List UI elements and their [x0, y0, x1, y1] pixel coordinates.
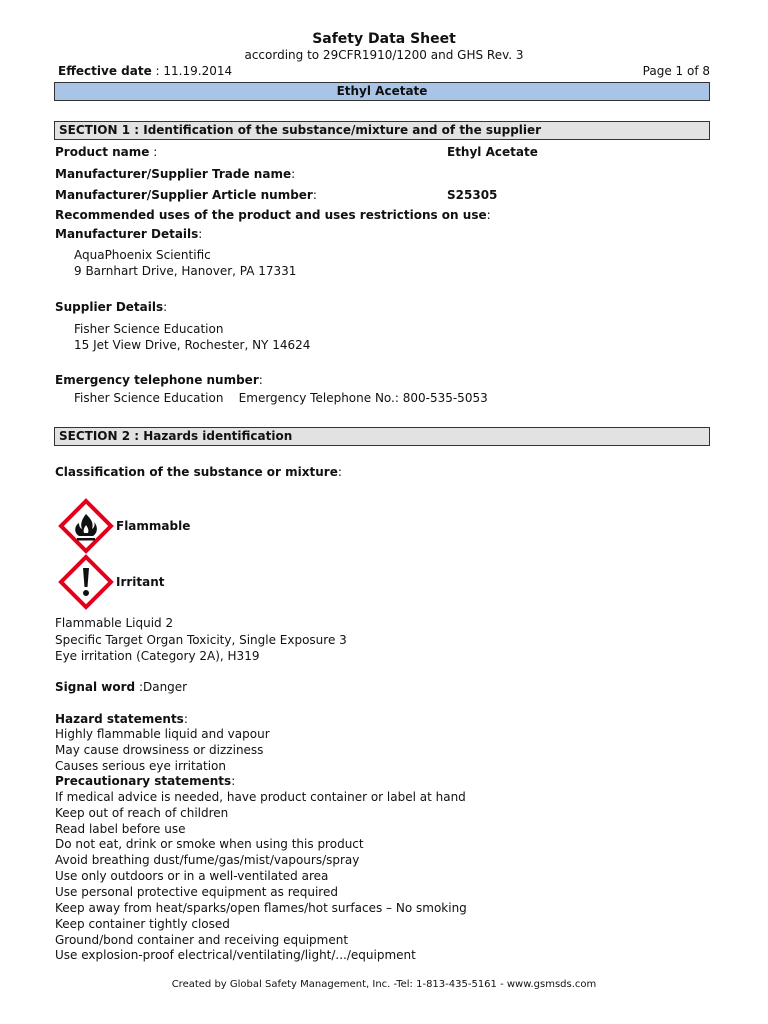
precautionary-statement: Use only outdoors or in a well-ventilated area [55, 869, 329, 883]
precautionary-statement: Use personal protective equipment as required [55, 885, 338, 899]
emergency-phone-row [55, 373, 263, 387]
hazard-statement: Causes serious eye irritation [55, 759, 227, 773]
precautionary-statement: Read label before use [55, 822, 186, 836]
manufacturer-details-sep: : [198, 227, 203, 241]
precautionary-statement: Avoid breathing dust/fume/gas/mist/vapours/spray [55, 853, 360, 867]
section-1-heading: SECTION 1 : Identification of the substance/mixture and of the supplier [54, 121, 710, 140]
precautionary-statement: Ground/bond container and receiving equipment [55, 933, 349, 947]
product-name-sep: : [149, 145, 158, 159]
classification-item: Specific Target Organ Toxicity, Single Exposure 3 [55, 633, 347, 647]
manufacturer-details-label: Manufacturer Details [55, 227, 199, 241]
signal-word-row [55, 680, 187, 694]
pictogram-label-irritant: Irritant [116, 575, 165, 589]
flame-icon [58, 498, 114, 554]
page-number: Page 1 of 8 [642, 64, 710, 78]
emergency-phone-value: Fisher Science Education Emergency Telephone No.: 800-535-5053 [74, 391, 488, 405]
classification-sep: : [337, 465, 342, 479]
precautionary-statement: Keep container tightly closed [55, 917, 230, 931]
precautionary-statement: Do not eat, drink or smoke when using this product [55, 837, 364, 851]
effective-date [58, 64, 232, 78]
supplier-details-label: Supplier Details [55, 300, 164, 314]
manufacturer-details-row [55, 227, 202, 241]
signal-word-value: :Danger [135, 680, 188, 694]
trade-name-row [55, 167, 295, 181]
section-2-heading: SECTION 2 : Hazards identification [54, 427, 710, 446]
signal-word-label: Signal word [55, 680, 136, 694]
article-number-sep: : [312, 188, 317, 202]
exclamation-icon [58, 554, 114, 610]
hazard-statements-sep: : [183, 712, 188, 726]
page-footer: Created by Global Safety Management, Inc. -Tel: 1-813-435-5161 - www.gsmsds.com [171, 979, 597, 990]
effective-date-label: Effective date [58, 64, 152, 78]
hazard-statement: May cause drowsiness or dizziness [55, 743, 264, 757]
pictogram-label-flammable: Flammable [116, 519, 191, 533]
precautionary-statements-row [55, 774, 235, 788]
classification-row [55, 465, 342, 479]
classification-item: Flammable Liquid 2 [55, 616, 174, 630]
emergency-phone-sep: : [258, 373, 263, 387]
supplier-address: 15 Jet View Drive, Rochester, NY 14624 [74, 338, 311, 352]
product-name-label: Product name [55, 145, 150, 159]
document-title: Safety Data Sheet [312, 31, 456, 47]
article-number-label: Manufacturer/Supplier Article number [55, 188, 313, 202]
precautionary-statement: Use explosion-proof electrical/ventilating/light/.../equipment [55, 948, 416, 962]
precautionary-statements-label: Precautionary statements [55, 774, 232, 788]
article-number-value: S25305 [447, 188, 498, 202]
supplier-details-sep: : [163, 300, 168, 314]
supplier-name: Fisher Science Education [74, 322, 224, 336]
precautionary-statements-sep: : [231, 774, 236, 788]
manufacturer-address: 9 Barnhart Drive, Hanover, PA 17331 [74, 264, 297, 278]
precautionary-statement: Keep away from heat/sparks/open flames/hot surfaces – No smoking [55, 901, 467, 915]
trade-name-label: Manufacturer/Supplier Trade name [55, 167, 292, 181]
product-banner: Ethyl Acetate [54, 82, 710, 101]
recommended-uses-row [55, 208, 491, 222]
recommended-uses-label: Recommended uses of the product and uses restrictions on use [55, 208, 487, 222]
precautionary-statement: If medical advice is needed, have product container or label at hand [55, 790, 466, 804]
effective-date-value: : 11.19.2014 [151, 64, 233, 78]
recommended-uses-sep: : [486, 208, 491, 222]
emergency-phone-label: Emergency telephone number [55, 373, 259, 387]
product-name-value: Ethyl Acetate [447, 145, 538, 159]
classification-label: Classification of the substance or mixture [55, 465, 338, 479]
supplier-details-row [55, 300, 167, 314]
hazard-statements-label: Hazard statements [55, 712, 184, 726]
manufacturer-name: AquaPhoenix Scientific [74, 248, 211, 262]
article-number-row [55, 188, 317, 202]
classification-item: Eye irritation (Category 2A), H319 [55, 649, 260, 663]
precautionary-statement: Keep out of reach of children [55, 806, 229, 820]
document-subtitle: according to 29CFR1910/1200 and GHS Rev. 3 [244, 48, 524, 62]
product-name-row [55, 145, 157, 159]
hazard-statement: Highly flammable liquid and vapour [55, 727, 270, 741]
hazard-statements-row [55, 712, 188, 726]
trade-name-sep: : [291, 167, 296, 181]
